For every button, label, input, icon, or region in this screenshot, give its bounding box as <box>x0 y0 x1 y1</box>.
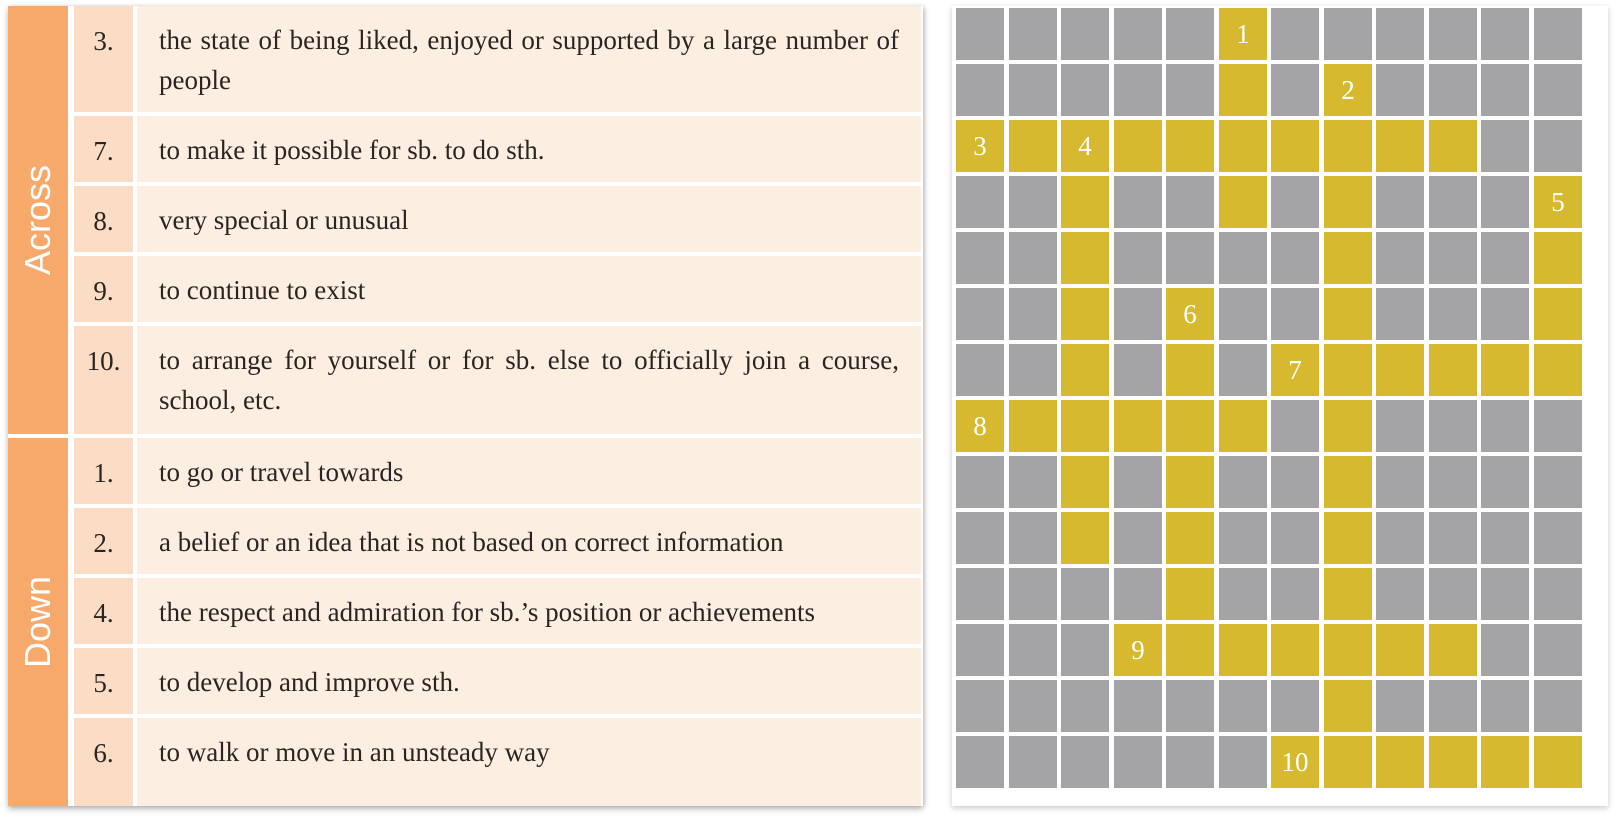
blank-cell <box>1481 64 1529 116</box>
answer-cell[interactable] <box>1534 344 1582 396</box>
clue-text: very special or unusual <box>137 186 921 252</box>
answer-cell[interactable] <box>1219 400 1267 452</box>
answer-cell[interactable] <box>1166 456 1214 508</box>
clue-number: 10. <box>74 326 133 434</box>
blank-cell <box>1534 512 1582 564</box>
answer-cell[interactable] <box>1429 344 1477 396</box>
blank-cell <box>956 8 1004 60</box>
answer-cell[interactable] <box>1481 736 1529 788</box>
blank-cell <box>1534 456 1582 508</box>
answer-cell[interactable] <box>1166 624 1214 676</box>
clue-number-label: 8 <box>973 410 987 441</box>
answer-cell[interactable] <box>1324 456 1372 508</box>
blank-cell <box>1376 400 1424 452</box>
across-label: Across <box>17 164 58 276</box>
answer-cell[interactable] <box>1376 344 1424 396</box>
answer-cell[interactable] <box>1271 624 1319 676</box>
blank-cell <box>1166 8 1214 60</box>
blank-cell <box>1219 344 1267 396</box>
answer-cell[interactable] <box>1534 288 1582 340</box>
across-clue-row <box>74 326 921 434</box>
answer-cell[interactable] <box>1534 176 1582 228</box>
blank-cell <box>1376 64 1424 116</box>
blank-cell <box>956 512 1004 564</box>
blank-cell <box>956 64 1004 116</box>
blank-cell <box>1324 8 1372 60</box>
blank-cell <box>1009 736 1057 788</box>
blank-cell <box>1271 680 1319 732</box>
blank-cell <box>1534 624 1582 676</box>
blank-cell <box>1481 288 1529 340</box>
answer-cell[interactable] <box>1324 176 1372 228</box>
blank-cell <box>1114 568 1162 620</box>
blank-cell <box>1114 680 1162 732</box>
blank-cell <box>1481 120 1529 172</box>
blank-cell <box>1114 176 1162 228</box>
crossword-panel <box>952 6 1608 806</box>
answer-cell[interactable] <box>1114 624 1162 676</box>
clue-number-label: 5 <box>1551 186 1565 217</box>
clue-number-label: 4 <box>1078 130 1092 161</box>
blank-cell <box>1009 624 1057 676</box>
down-clue-row <box>74 578 921 644</box>
down-clue-row <box>74 718 921 806</box>
answer-cell[interactable] <box>1219 64 1267 116</box>
blank-cell <box>1534 400 1582 452</box>
clue-text: to arrange for yourself or for sb. else to officially join a course, school, etc. <box>137 326 921 434</box>
blank-cell <box>1009 64 1057 116</box>
answer-cell[interactable] <box>1009 120 1057 172</box>
blank-cell <box>1219 512 1267 564</box>
answer-cell[interactable] <box>1061 120 1109 172</box>
blank-cell <box>1376 8 1424 60</box>
answer-cell[interactable] <box>1271 120 1319 172</box>
answer-cell[interactable] <box>1166 344 1214 396</box>
answer-cell[interactable] <box>1166 512 1214 564</box>
clue-number-label: 6 <box>1183 298 1197 329</box>
answer-cell[interactable] <box>1061 512 1109 564</box>
blank-cell <box>1429 176 1477 228</box>
blank-cell <box>1009 288 1057 340</box>
clue-number: 9. <box>74 256 133 322</box>
blank-cell <box>1061 64 1109 116</box>
across-clue-row <box>74 6 921 112</box>
answer-cell[interactable] <box>1429 736 1477 788</box>
answer-cell[interactable] <box>956 120 1004 172</box>
blank-cell <box>1376 568 1424 620</box>
blank-cell <box>1271 8 1319 60</box>
answer-cell[interactable] <box>1324 736 1372 788</box>
blank-cell <box>1114 8 1162 60</box>
answer-cell[interactable] <box>1429 624 1477 676</box>
across-clue-row <box>74 256 921 322</box>
blank-cell <box>1061 736 1109 788</box>
clue-text: to develop and improve sth. <box>137 648 921 714</box>
blank-cell <box>1271 232 1319 284</box>
blank-cell <box>1009 176 1057 228</box>
clue-text: the state of being liked, enjoyed or supported by a large number of people <box>137 6 921 112</box>
blank-cell <box>1166 232 1214 284</box>
clue-number: 5. <box>74 648 133 714</box>
blank-cell <box>1429 512 1477 564</box>
blank-cell <box>1481 568 1529 620</box>
blank-cell <box>1376 288 1424 340</box>
answer-cell[interactable] <box>1324 512 1372 564</box>
answer-cell[interactable] <box>1061 344 1109 396</box>
blank-cell <box>956 624 1004 676</box>
clue-number: 6. <box>74 718 133 806</box>
answer-cell[interactable] <box>1219 624 1267 676</box>
blank-cell <box>1271 456 1319 508</box>
blank-cell <box>1061 624 1109 676</box>
blank-cell <box>1219 288 1267 340</box>
down-clue-row <box>74 508 921 574</box>
answer-cell[interactable] <box>1061 288 1109 340</box>
blank-cell <box>1481 512 1529 564</box>
blank-cell <box>1166 64 1214 116</box>
down-label: Down <box>17 575 58 669</box>
answer-cell[interactable] <box>1271 344 1319 396</box>
answer-cell[interactable] <box>1166 568 1214 620</box>
blank-cell <box>1534 568 1582 620</box>
answer-cell[interactable] <box>1009 400 1057 452</box>
answer-cell[interactable] <box>1376 736 1424 788</box>
clue-number-label: 10 <box>1281 746 1309 777</box>
clue-number-label: 2 <box>1341 74 1355 105</box>
blank-cell <box>1009 232 1057 284</box>
blank-cell <box>1219 736 1267 788</box>
answer-cell[interactable] <box>1534 232 1582 284</box>
blank-cell <box>1481 624 1529 676</box>
blank-cell <box>1166 176 1214 228</box>
blank-cell <box>956 736 1004 788</box>
answer-cell[interactable] <box>1324 568 1372 620</box>
clue-number: 1. <box>74 438 133 504</box>
answer-cell[interactable] <box>1324 344 1372 396</box>
blank-cell <box>1429 400 1477 452</box>
blank-cell <box>1429 232 1477 284</box>
blank-cell <box>956 176 1004 228</box>
clue-number-label: 3 <box>973 130 987 161</box>
clue-text: to walk or move in an unsteady way <box>137 718 921 806</box>
answer-cell[interactable] <box>1166 288 1214 340</box>
answer-cell[interactable] <box>1376 624 1424 676</box>
across-clue-row <box>74 186 921 252</box>
answer-cell[interactable] <box>1166 400 1214 452</box>
blank-cell <box>1114 456 1162 508</box>
blank-cell <box>1114 232 1162 284</box>
blank-cell <box>1061 680 1109 732</box>
blank-cell <box>1271 176 1319 228</box>
blank-cell <box>1376 512 1424 564</box>
blank-cell <box>956 344 1004 396</box>
answer-cell[interactable] <box>1219 176 1267 228</box>
blank-cell <box>1271 288 1319 340</box>
answer-cell[interactable] <box>1324 680 1372 732</box>
blank-cell <box>1376 680 1424 732</box>
blank-cell <box>1534 120 1582 172</box>
blank-cell <box>1481 400 1529 452</box>
blank-cell <box>1114 736 1162 788</box>
blank-cell <box>1429 8 1477 60</box>
answer-cell[interactable] <box>1219 8 1267 60</box>
answer-cell[interactable] <box>1061 176 1109 228</box>
answer-cell[interactable] <box>1324 232 1372 284</box>
blank-cell <box>1429 288 1477 340</box>
blank-cell <box>956 288 1004 340</box>
answer-cell[interactable] <box>1324 120 1372 172</box>
answer-cell[interactable] <box>1271 736 1319 788</box>
blank-cell <box>1481 232 1529 284</box>
answer-cell[interactable] <box>1324 624 1372 676</box>
answer-cell[interactable] <box>1219 120 1267 172</box>
clue-number: 8. <box>74 186 133 252</box>
clue-text: to continue to exist <box>137 256 921 322</box>
blank-cell <box>1376 176 1424 228</box>
across-section-tab <box>8 6 68 434</box>
answer-cell[interactable] <box>1376 120 1424 172</box>
blank-cell <box>956 232 1004 284</box>
blank-cell <box>1009 344 1057 396</box>
answer-cell[interactable] <box>1534 736 1582 788</box>
answer-cell[interactable] <box>1481 344 1529 396</box>
blank-cell <box>1009 568 1057 620</box>
blank-cell <box>1219 232 1267 284</box>
blank-cell <box>1009 512 1057 564</box>
blank-cell <box>1481 8 1529 60</box>
answer-cell[interactable] <box>956 400 1004 452</box>
blank-cell <box>1429 680 1477 732</box>
blank-cell <box>1429 568 1477 620</box>
clue-text: the respect and admiration for sb.’s position or achievements <box>137 578 921 644</box>
blank-cell <box>1114 288 1162 340</box>
blank-cell <box>1114 64 1162 116</box>
clue-number: 7. <box>74 116 133 182</box>
clue-number-label: 7 <box>1288 354 1302 385</box>
clue-number-label: 9 <box>1131 634 1145 665</box>
answer-cell[interactable] <box>1166 120 1214 172</box>
answer-cell[interactable] <box>1429 120 1477 172</box>
blank-cell <box>1061 8 1109 60</box>
across-clue-row <box>74 116 921 182</box>
answer-cell[interactable] <box>1061 232 1109 284</box>
answer-cell[interactable] <box>1061 456 1109 508</box>
blank-cell <box>1219 568 1267 620</box>
down-clue-row <box>74 438 921 504</box>
blank-cell <box>1271 64 1319 116</box>
clue-text: to make it possible for sb. to do sth. <box>137 116 921 182</box>
blank-cell <box>1114 344 1162 396</box>
clue-text: a belief or an idea that is not based on correct information <box>137 508 921 574</box>
blank-cell <box>1009 680 1057 732</box>
answer-cell[interactable] <box>1324 64 1372 116</box>
blank-cell <box>1481 680 1529 732</box>
blank-cell <box>1376 456 1424 508</box>
clue-number-label: 1 <box>1236 18 1250 49</box>
blank-cell <box>1271 568 1319 620</box>
blank-cell <box>1534 680 1582 732</box>
blank-cell <box>1009 456 1057 508</box>
blank-cell <box>1061 568 1109 620</box>
answer-cell[interactable] <box>1324 400 1372 452</box>
blank-cell <box>1481 456 1529 508</box>
blank-cell <box>1534 64 1582 116</box>
down-clue-row <box>74 648 921 714</box>
clue-number: 4. <box>74 578 133 644</box>
blank-cell <box>1009 8 1057 60</box>
blank-cell <box>956 568 1004 620</box>
blank-cell <box>1534 8 1582 60</box>
clue-number: 2. <box>74 508 133 574</box>
blank-cell <box>956 680 1004 732</box>
clue-panel <box>8 6 923 806</box>
answer-cell[interactable] <box>1324 288 1372 340</box>
blank-cell <box>1114 512 1162 564</box>
blank-cell <box>1429 456 1477 508</box>
answer-cell[interactable] <box>1114 400 1162 452</box>
blank-cell <box>1219 456 1267 508</box>
clue-number: 3. <box>74 6 133 112</box>
blank-cell <box>1219 680 1267 732</box>
answer-cell[interactable] <box>1114 120 1162 172</box>
answer-cell[interactable] <box>1061 400 1109 452</box>
down-section-tab <box>8 438 68 806</box>
clue-text: to go or travel towards <box>137 438 921 504</box>
blank-cell <box>1166 680 1214 732</box>
blank-cell <box>1481 176 1529 228</box>
blank-cell <box>1271 512 1319 564</box>
blank-cell <box>1166 736 1214 788</box>
blank-cell <box>1429 64 1477 116</box>
blank-cell <box>1376 232 1424 284</box>
blank-cell <box>1271 400 1319 452</box>
blank-cell <box>956 456 1004 508</box>
